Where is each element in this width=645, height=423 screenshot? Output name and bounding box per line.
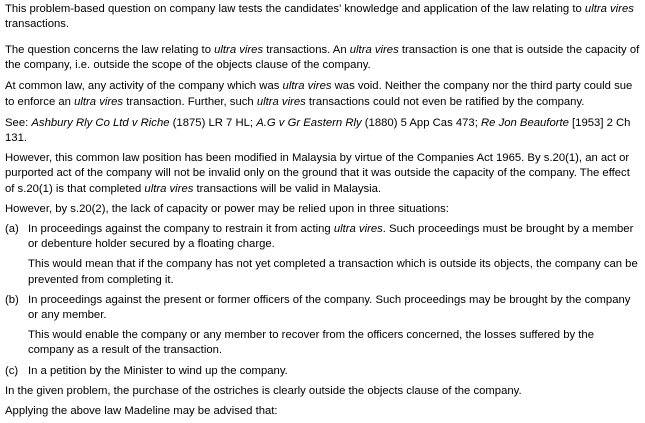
case-citation: (1880) 5 App Cas 473; (361, 116, 481, 129)
problem-paragraph: In the given problem, the purchase of the ostriches is clearly outside the objects clause of the company. (5, 384, 522, 397)
question-paragraph (5, 43, 641, 73)
case-name: Ashbury Rly Co Ltd v Riche (31, 116, 170, 129)
intro-paragraph (5, 2, 641, 32)
case-citation: (1875) LR 7 HL; (169, 116, 257, 129)
case-name: A.G v Gr Eastern Rly (256, 116, 362, 129)
common-law-text: At common law, any activity of the company which was (5, 80, 283, 93)
list-item-c (5, 364, 641, 379)
case-citations-paragraph (5, 116, 641, 146)
common-law-emphasis: ultra vires (256, 95, 306, 108)
list-item-a (5, 222, 641, 252)
question-emphasis: ultra vires (349, 43, 399, 56)
common-law-text: transactions could not even be ratified by the company. (305, 95, 585, 108)
list-item-emphasis: ultra vires (333, 222, 383, 235)
modification-emphasis: ultra vires (144, 182, 194, 195)
question-text: transaction is one that is outside the capacity of the company, i.e. outside the scope of the objects clause of the company. (5, 43, 640, 72)
list-marker: (a) (5, 222, 19, 235)
list-item-text: In a petition by the Minister to wind up the company. (28, 364, 288, 377)
list-item-text: In proceedings against the present or former officers of the company. Such proceedings may be brought by the company or any member. (28, 293, 631, 321)
modification-paragraph (5, 151, 641, 197)
list-marker: (b) (5, 293, 19, 306)
question-text: transactions. An (263, 43, 350, 56)
intro-text-end: transactions. (5, 18, 70, 31)
modification-text: transactions will be valid in Malaysia. (193, 182, 382, 195)
case-name: Re Jon Beauforte (480, 116, 569, 129)
see-prefix: See: (5, 116, 32, 129)
case-citation: [1953] 2 Ch 131. (5, 116, 631, 144)
intro-emphasis: ultra vires (584, 3, 634, 15)
list-marker: (c) (5, 364, 19, 377)
common-law-emphasis: ultra vires (282, 80, 332, 93)
question-emphasis: ultra vires (214, 43, 264, 56)
intro-text: This problem-based question on company law tests the candidates' knowledge and application of the law relating to (5, 3, 585, 15)
list-item-a-note: This would mean that if the company has not yet completed a transaction which is outside its objects, the company can be prevented from completing it. (28, 258, 638, 286)
situations-paragraph: However, by s.20(2), the lack of capacity or power may be relied upon in three situations: (5, 202, 449, 215)
modification-text: However, this common law position has been modified in Malaysia by virtue of the Companies Act 1965. By s.20(1), an act or purported act of the company will not be invalid only on the ground that it was outside the capacity of the company. The effect of s.20(1) is that completed (5, 152, 630, 195)
common-law-paragraph (5, 79, 641, 109)
advice-paragraph: Applying the above law Madeline may be advised that: (5, 404, 278, 417)
common-law-text: transaction. Further, such (123, 95, 257, 108)
question-text: The question concerns the law relating to (5, 43, 215, 56)
list-item-b (5, 293, 641, 323)
common-law-text: was void. Neither the company nor the third party could sue to enforce an (5, 80, 633, 108)
document-page (5, 2, 641, 419)
list-item-text: In proceedings against the company to restrain it from acting ultra vires. Such proceedings must be brought by a member or debenture holder secured by a floating charge. (28, 222, 634, 251)
list-item-b-note: This would enable the company or any member to recover from the officers concerned, the losses suffered by the company as a result of the transaction. (28, 329, 594, 357)
common-law-emphasis: ultra vires (74, 95, 124, 108)
